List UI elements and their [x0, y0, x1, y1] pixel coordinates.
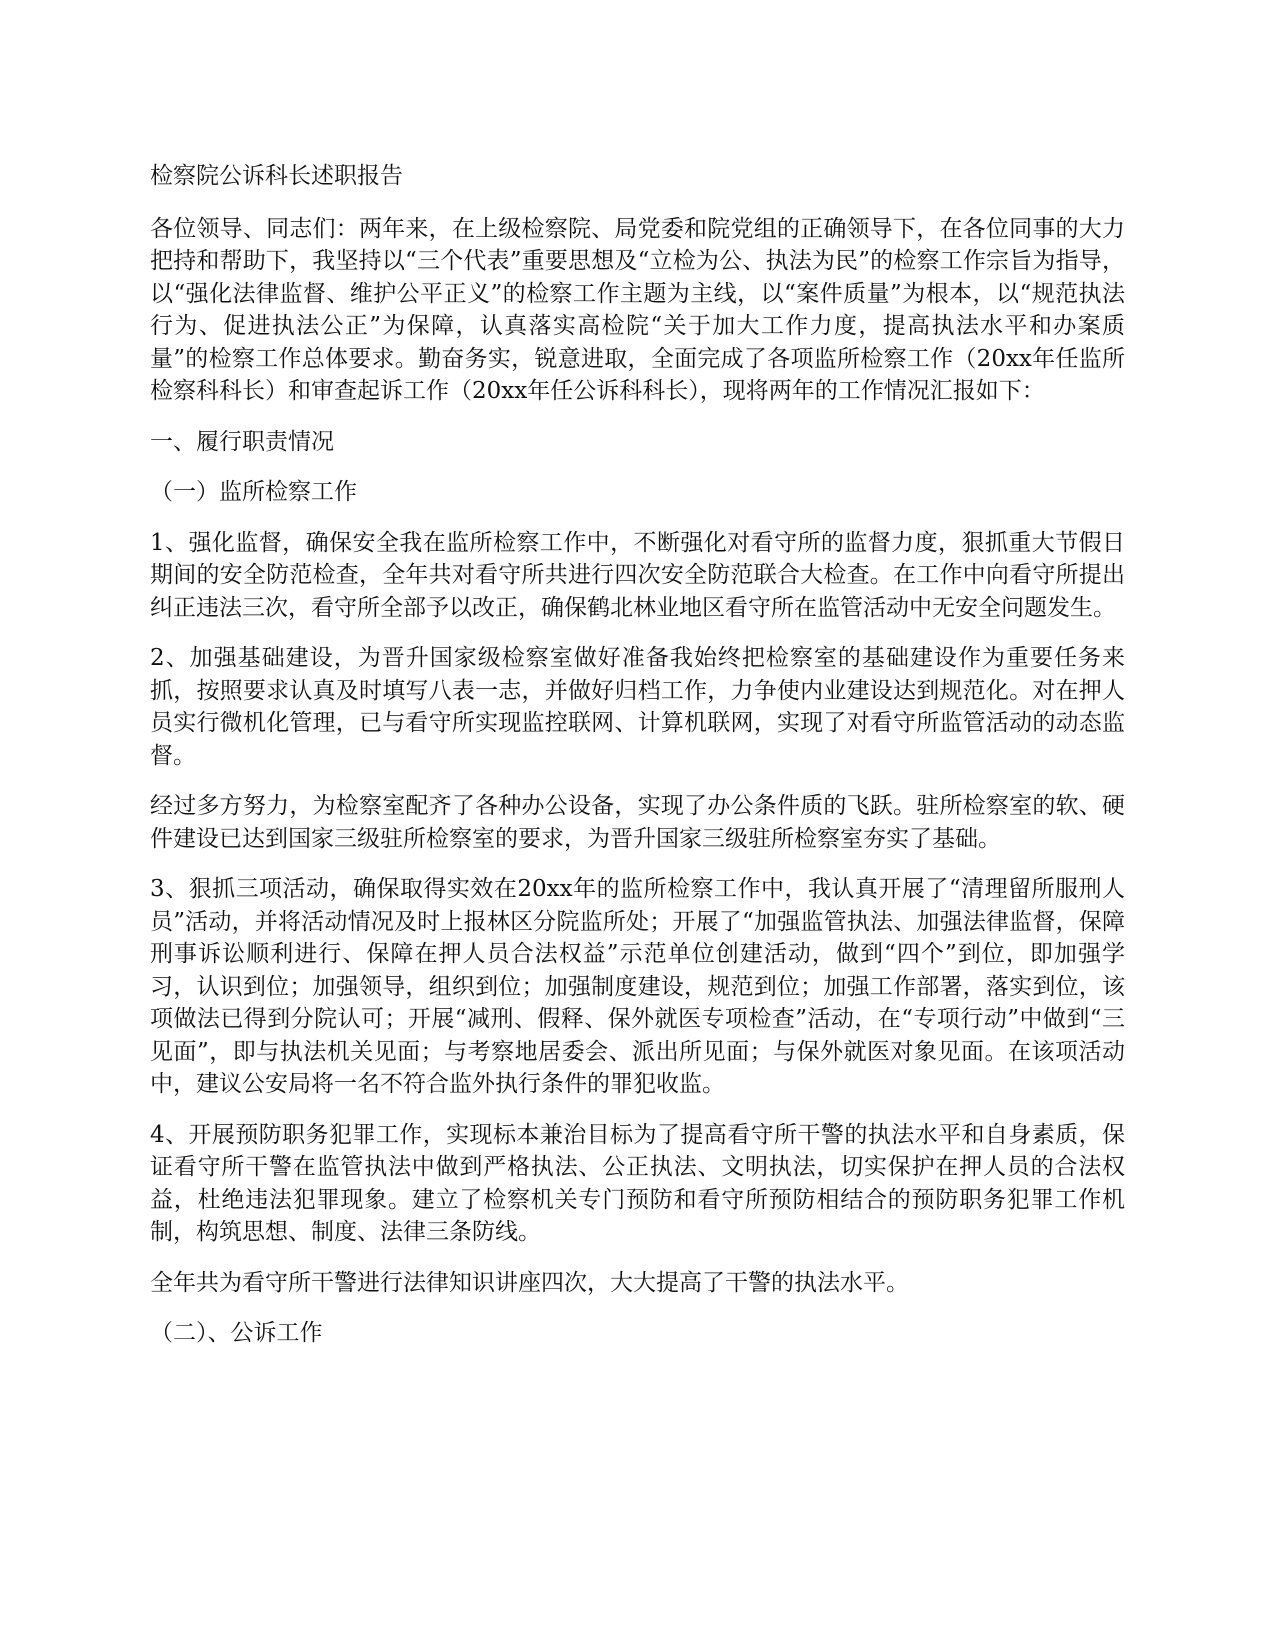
subsection-heading-prison-inspection: （一）监所检察工作 — [150, 479, 357, 505]
paragraph-item-3: 3、狠抓三项活动，确保取得实效在20xx年的监所检察工作中，我认真开展了“清理留所服刑人员”活动，并将活动情况及时上报林区分院监所处；开展了“加强监管执法、加强法律监督，保障刑事诉讼顺利进行、保障在押人员合法权益”示范单位创建活动，做到“四个”到位，即加强学习，认识到位；加强领导，组织到位；加强制度建设，规范到位；加强工作部署，落实到位，该项做法已得到分院认可；开展“减刑、假释、保外就医专项检查”活动，在“专项行动”中做到“三见面”，即与执法机关见面；与考察地居委会、派出所见面；与保外就医对象见面。在该项活动中，建议公安局将一名不符合监外执行条件的罪犯收监。 — [150, 876, 1125, 1097]
paragraph-item-2-continued: 经过多方努力，为检察室配齐了各种办公设备，实现了办公条件质的飞跃。驻所检察室的软、硬件建设已达到国家三级驻所检察室的要求，为晋升国家三级驻所检察室夯实了基础。 — [150, 793, 1125, 852]
paragraph-item-4: 4、开展预防职务犯罪工作，实现标本兼治目标为了提高看守所干警的执法水平和自身素质，保证看守所干警在监管执法中做到严格执法、公正执法、文明执法，切实保护在押人员的合法权益，杜绝违法犯罪现象。建立了检察机关专门预防和看守所预防相结合的预防职务犯罪工作机制，构筑思想、制度、法律三条防线。 — [150, 1121, 1125, 1245]
section-heading-duties: 一、履行职责情况 — [150, 428, 334, 455]
paragraph-item-4-continued: 全年共为看守所干警进行法律知识讲座四次，大大提高了干警的执法水平。 — [150, 1269, 909, 1296]
paragraph-intro: 各位领导、同志们：两年来，在上级检察院、局党委和院党组的正确领导下，在各位同事的大力把持和帮助下，我坚持以“三个代表”重要思想及“立检为公、执法为民”的检察工作宗旨为指导，以“强化法律监督、维护公平正义”的检察工作主题为主线，以“案件质量”为根本，以“规范执法行为、促进执法公正”为保障，认真落实高检院“关于加大工作力度，提高执法水平和办案质量”的检察工作总体要求。勤奋务实，锐意进取，全面完成了各项监所检察工作（20xx年任监所检察科科长）和审查起诉工作（20xx年任公诉科科长），现将两年的工作情况汇报如下： — [150, 215, 1125, 404]
document-page — [150, 160, 1125, 1368]
document-title: 检察院公诉科长述职报告 — [150, 163, 403, 189]
subsection-heading-prosecution: （二）、公诉工作 — [150, 1320, 323, 1346]
paragraph-item-1: 1、强化监督，确保安全我在监所检察工作中，不断强化对看守所的监督力度，狠抓重大节假日期间的安全防范检查，全年共对看守所共进行四次安全防范联合大检查。在工作中向看守所提出纠正违法三次，看守所全部予以改正，确保鹤北林业地区看守所在监管活动中无安全问题发生。 — [150, 529, 1125, 621]
paragraph-item-2: 2、加强基础建设，为晋升国家级检察室做好准备我始终把检察室的基础建设作为重要任务来抓，按照要求认真及时填写八表一志，并做好归档工作，力争使内业建设达到规范化。对在押人员实行微机化管理，已与看守所实现监控联网、计算机联网，实现了对看守所监管活动的动态监督。 — [150, 645, 1125, 769]
